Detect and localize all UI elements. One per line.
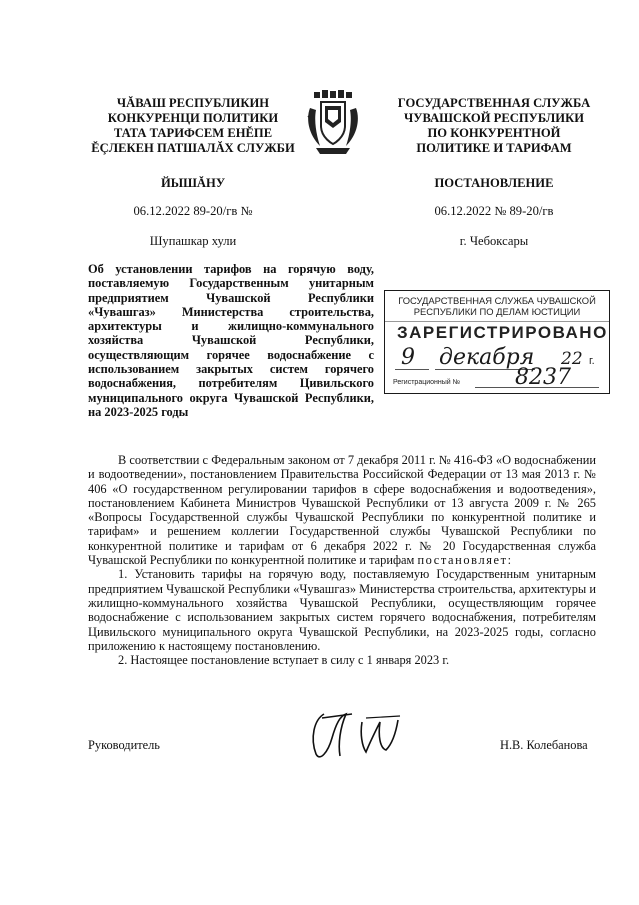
russian-date-number: 06.12.2022 № 89-20/гв: [434, 204, 554, 218]
russian-doc-type: ПОСТАНОВЛЕНИЕ: [434, 176, 554, 190]
stamp-line-1: ГОСУДАРСТВЕННАЯ СЛУЖБА ЧУВАШСКОЙ: [398, 295, 596, 306]
stamp-line-2: РЕСПУБЛИКИ ПО ДЕЛАМ ЮСТИЦИИ: [413, 306, 581, 317]
stamp-hand-day: 9: [401, 345, 415, 370]
stamp-reg-label: Регистрационный №: [393, 379, 461, 386]
header-chuvash: [88, 96, 298, 156]
signatory-position: Руководитель: [88, 738, 160, 752]
stamp-day-underline: [395, 369, 429, 370]
header-russian-line: ПОЛИТИКЕ И ТАРИФАМ: [416, 141, 572, 155]
document-title: Об установлении тарифов на горячую воду, поставляемую Государственным унитарным предприятием Чувашской Республики «Чувашгаз» Министерства строительства, архитектуры и жилищно-коммунального хозяйства Чувашской Республики, осуществляющим горячее водоснабжение с использованием закрытых систем горячего водоснабжения, потребителям Цивильского муниципального округа Чувашской Республики, на 2023-2025 годы: [88, 262, 374, 419]
header-chuvash-line: ЧĂВАШ РЕСПУБЛИКИН: [116, 96, 270, 110]
item-2: 2. Настоящее постановление вступает в силу с 1 января 2023 г.: [118, 653, 450, 668]
stamp-hand-reg-number: 8237: [515, 365, 571, 390]
stamp-hand-year: 22: [561, 349, 583, 369]
header-russian-line: ГОСУДАРСТВЕННАЯ СЛУЖБА: [397, 96, 591, 110]
stamp-registered: ЗАРЕГИСТРИРОВАНО: [397, 323, 608, 342]
chuvash-city: Шупашкар хули: [149, 234, 237, 248]
stamp-year-suffix: г.: [589, 355, 595, 367]
preamble-text: В соответствии с Федеральным законом от 7 декабря 2011 г. № 416-ФЗ «О водоснабжении и водоотведении», постановлением Правительства Российской Федерации от 13 мая 2013 г. № 406 «О государственном регулировании тарифов в сфере водоснабжения и водоотведения», постановлением Кабинета Министров Чувашской Республики от 13 августа 2009 г. № 265 «Вопросы Государственной службы Чувашской Республики по конкурентной политике и тарифам» и решением коллегии Государственной службы Чувашской Республики по конкурентной политике и тарифам от 6 декабря 2022 г. № 20 Государственная служба Чувашской Республики по конкурентной политике и тарифам: [88, 453, 596, 568]
registration-stamp: [384, 290, 610, 394]
header-chuvash-line: КОНКУРЕНЦИ ПОЛИТИКИ: [107, 111, 279, 125]
header-russian-line: ПО КОНКУРЕНТНОЙ: [427, 126, 561, 140]
header-russian: [374, 96, 614, 156]
signatory-name: Н.В. Колебанова: [500, 738, 588, 752]
header-chuvash-line: ТАТА ТАРИФСЕМ ЕНĔПЕ: [113, 126, 273, 140]
coat-of-arms-emblem: [306, 90, 360, 156]
chuvash-date-number: 06.12.2022 89-20/гв №: [133, 204, 253, 218]
handwritten-signature: [306, 708, 406, 764]
header-chuvash-line: ĔÇЛЕКЕН ПАТШАЛĂХ СЛУЖБИ: [91, 141, 295, 155]
decree-word: постановляет:: [417, 553, 513, 568]
header-russian-line: ЧУВАШСКОЙ РЕСПУБЛИКИ: [403, 111, 584, 125]
chuvash-doc-type: ЙЫШĂНУ: [160, 176, 226, 190]
preamble-paragraph: [88, 453, 596, 567]
stamp-hand-month: декабря: [439, 345, 535, 370]
item-1: 1. Установить тарифы на горячую воду, поставляемую Государственным унитарным предприятием Чувашской Республики «Чувашгаз» Министерства строительства, архитектуры и жилищно-коммунального хозяйства Чувашской Республики, осуществляющим горячее водоснабжение с использованием закрытых систем горячего водоснабжения, потребителям Цивильского муниципального округа Чувашской Республики, на 2023-2025 годы, согласно приложению к настоящему постановлению.: [88, 567, 596, 653]
document-body: [88, 453, 596, 667]
russian-city: г. Чебоксары: [459, 234, 529, 248]
stamp-divider: [385, 321, 609, 322]
